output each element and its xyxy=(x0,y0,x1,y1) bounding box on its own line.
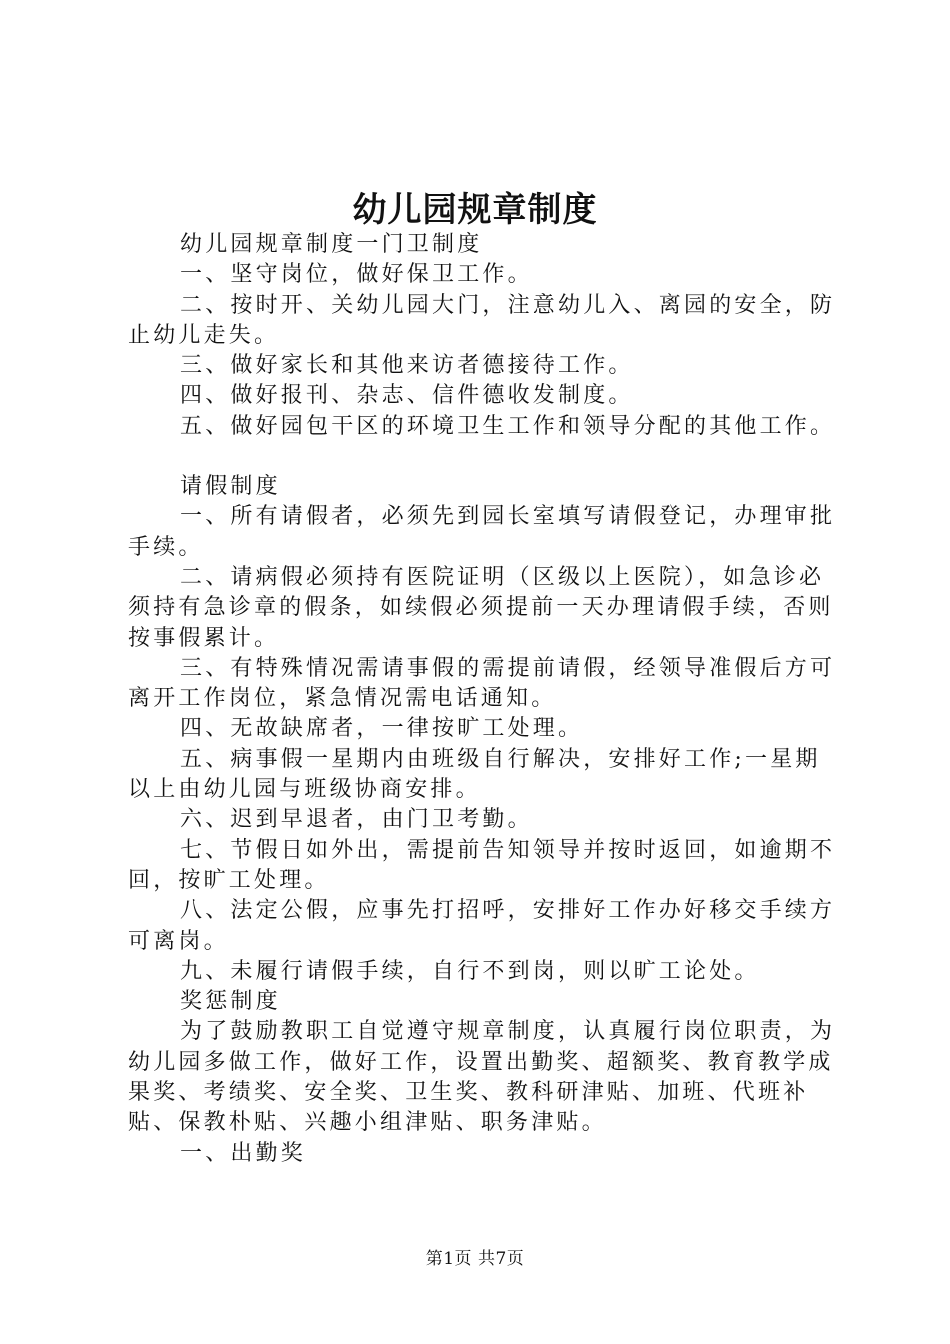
paragraph: 五、做好园包干区的环境卫生工作和领导分配的其他工作。 xyxy=(180,413,836,439)
paragraph: 四、无故缺席者，一律按旷工处理。 xyxy=(180,716,584,742)
document-body xyxy=(128,230,840,1169)
section-heading-gatekeeper: 幼儿园规章制度一门卫制度 xyxy=(180,232,483,257)
paragraph: 四、做好报刊、杂志、信件德收发制度。 xyxy=(180,383,634,409)
paragraph: 为了鼓励教职工自觉遵守规章制度，认真履行岗位职责，为幼儿园多做工作，做好工作，设置出勤奖、超额奖、教育教学成果奖、考绩奖、安全奖、卫生奖、教科研津贴、加班、代班补贴、保教朴贴、兴趣小组津贴、职务津贴。 xyxy=(128,1019,836,1136)
section-heading-rewards: 奖惩制度 xyxy=(180,989,281,1015)
paragraph: 七、节假日如外出，需提前告知领导并按时返回，如逾期不回，按旷工处理。 xyxy=(128,837,836,893)
paragraph: 三、有特殊情况需请事假的需提前请假，经领导准假后方可离开工作岗位，紧急情况需电话通知。 xyxy=(128,655,836,712)
paragraph-gap xyxy=(128,442,840,472)
paragraph: 二、按时开、关幼儿园大门，注意幼儿入、离园的安全，防止幼儿走失。 xyxy=(128,292,836,348)
paragraph: 九、未履行请假手续，自行不到岗，则以旷工论处。 xyxy=(180,958,760,984)
paragraph: 五、病事假一星期内由班级自行解决，安排好工作;一星期以上由幼儿园与班级协商安排。 xyxy=(128,746,821,803)
paragraph: 二、请病假必须持有医院证明（区级以上医院），如急诊必须持有急诊章的假条，如续假必须提前一天办理请假手续，否则按事假累计。 xyxy=(128,564,834,651)
document-title: 幼儿园规章制度 xyxy=(352,190,598,230)
paragraph: 一、出勤奖 xyxy=(180,1140,307,1166)
paragraph: 六、迟到早退者，由门卫考勤。 xyxy=(180,807,533,833)
paragraph: 八、法定公假，应事先打招呼，安排好工作办好移交手续方可离岗。 xyxy=(128,898,836,954)
section-heading-leave: 请假制度 xyxy=(180,474,281,500)
paragraph: 一、坚守岗位，做好保卫工作。 xyxy=(180,262,533,288)
page-footer: 第1页 共7页 xyxy=(425,1249,525,1269)
paragraph: 三、做好家长和其他来访者德接待工作。 xyxy=(180,353,634,379)
paragraph: 一、所有请假者，必须先到园长室填写请假登记，办理审批手续。 xyxy=(128,504,836,560)
